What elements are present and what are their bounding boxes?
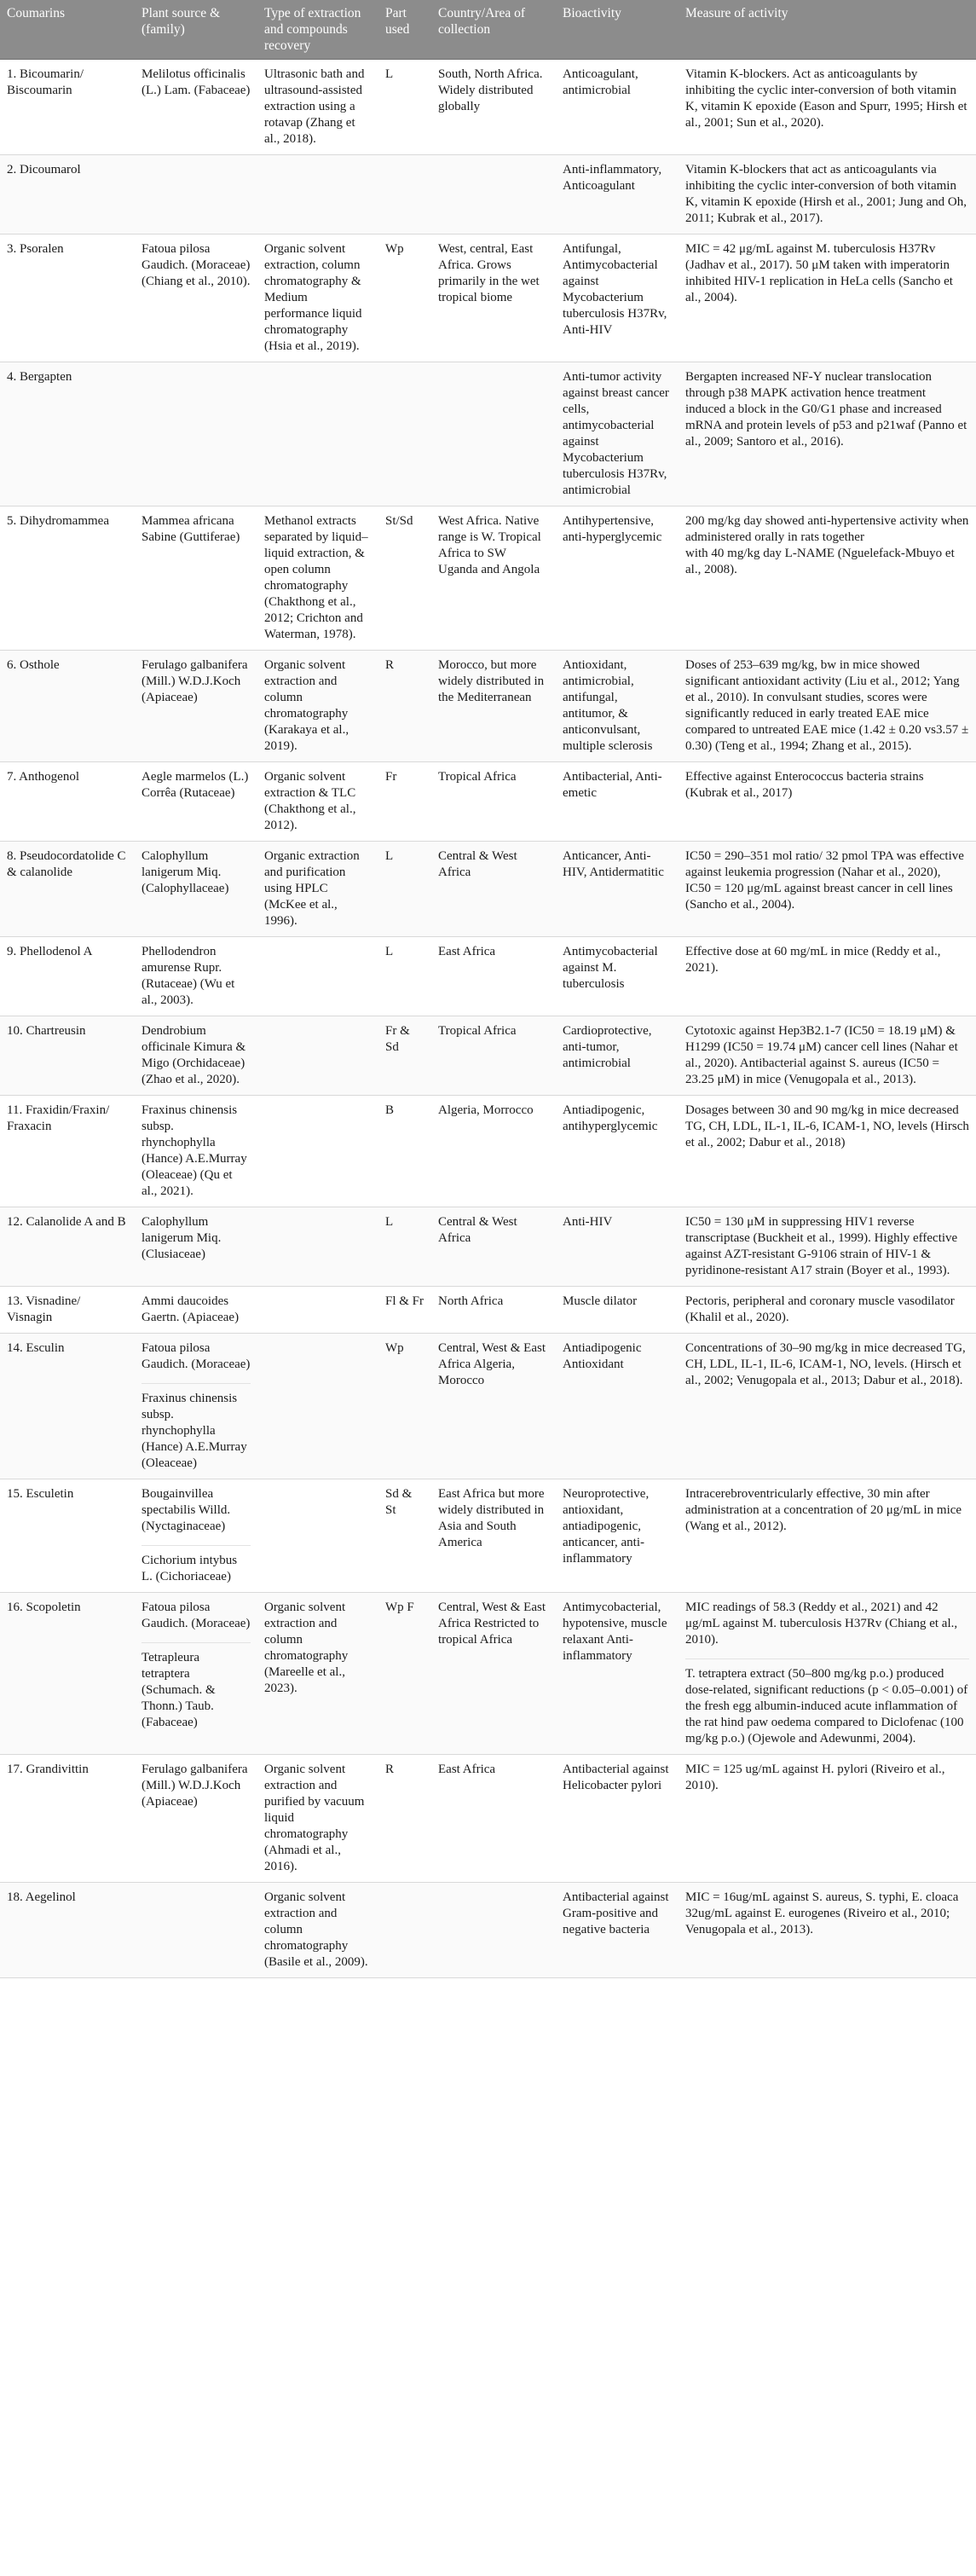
country-cell: [431, 1287, 556, 1334]
part-used-cell: [378, 1207, 431, 1287]
country-cell: [431, 1016, 556, 1096]
bioactivity-text: Anticancer, Anti-HIV, Antidermatitic: [563, 849, 664, 879]
coumarin-name-cell: [0, 651, 135, 762]
country-cell: [431, 1883, 556, 1978]
country-text: Central, West & East Africa Restricted to tropical Africa: [438, 1601, 546, 1647]
table-header: [0, 0, 976, 60]
part-used-cell: [378, 1479, 431, 1593]
extraction-cell: [257, 362, 378, 507]
extraction-cell: [257, 842, 378, 937]
country-text: Tropical Africa: [438, 770, 517, 784]
coumarin-name-cell: [0, 60, 135, 155]
extraction-cell: [257, 234, 378, 362]
header-country: Country/Area of collection: [431, 0, 556, 60]
bioactivity-text: Antioxidant, antimicrobial, antifungal, antitumor, & anticonvulsant, multiple sclerosis: [563, 658, 653, 753]
part-used-cell: [378, 234, 431, 362]
plant-source-cell: [135, 1334, 257, 1479]
plant-source-cell: [135, 155, 257, 234]
part-used-text: L: [385, 1215, 394, 1229]
part-used-text: Sd & St: [385, 1487, 413, 1517]
part-used-text: Wp: [385, 242, 404, 256]
table-row: [0, 842, 976, 937]
coumarin-name-text: 18. Aegelinol: [7, 1890, 76, 1904]
bioactivity-text: Anti-tumor activity against breast cancer cells, antimycobacterial against Mycobacterium tuberculosis H37Rv, antimicrobial: [563, 370, 669, 497]
bioactivity-text: Muscle dilator: [563, 1294, 638, 1308]
plant-source-cell: [135, 937, 257, 1016]
measure-entry: MIC readings of 58.3 (Reddy et al., 2021) and 42 μg/mL against M. tuberculosis H37Rv (Chiang et al., 2010).: [685, 1601, 958, 1647]
bioactivity-cell: [556, 651, 679, 762]
country-text: Morocco, but more widely distributed in the Mediterranean: [438, 658, 545, 704]
country-cell: [431, 842, 556, 937]
coumarin-name-cell: [0, 937, 135, 1016]
part-used-text: R: [385, 1763, 395, 1776]
part-used-cell: [378, 155, 431, 234]
header-extraction-type: Type of extraction and compounds recovery: [257, 0, 378, 60]
table-row: [0, 1755, 976, 1883]
measure-entry: 200 mg/kg day showed anti-hypertensive activity when administered orally in rats together with 40 mg/kg day L-NAME (Nguelefack-Mbuyo et al., 2008).: [685, 514, 969, 576]
extraction-cell: [257, 762, 378, 842]
part-used-text: L: [385, 67, 394, 81]
part-used-text: Fl & Fr: [385, 1294, 424, 1308]
extraction-cell: [257, 1593, 378, 1755]
coumarin-name-text: 2. Dicoumarol: [7, 163, 81, 177]
table-row: [0, 1883, 976, 1978]
part-used-cell: [378, 362, 431, 507]
plant-source-entry: Melilotus officinalis (L.) Lam. (Fabaceae): [141, 67, 251, 97]
coumarin-name-text: 9. Phellodenol A: [7, 945, 93, 958]
coumarin-name-cell: [0, 1755, 135, 1883]
plant-source-entry: Dendrobium officinale Kimura & Migo (Orchidaceae) (Zhao et al., 2020).: [141, 1024, 246, 1086]
plant-source-cell: [135, 362, 257, 507]
plant-source-entry: Fraxinus chinensis subsp. rhynchophylla (Hance) A.E.Murray (Oleaceae) (Qu et al., 2021).: [141, 1103, 247, 1198]
plant-source-entry: Ferulago galbanifera (Mill.) W.D.J.Koch (Apiaceae): [141, 658, 248, 704]
bioactivity-cell: [556, 1755, 679, 1883]
coumarin-name-cell: [0, 1287, 135, 1334]
table-row: [0, 651, 976, 762]
plant-source-entry: Mammea africana Sabine (Guttiferae): [141, 514, 240, 544]
country-cell: [431, 1755, 556, 1883]
country-cell: [431, 155, 556, 234]
plant-source-cell: [135, 1479, 257, 1593]
bioactivity-cell: [556, 362, 679, 507]
country-cell: [431, 507, 556, 651]
table-row: [0, 1334, 976, 1479]
country-text: North Africa: [438, 1294, 504, 1308]
plant-source-entry: Fatoua pilosa Gaudich. (Moraceae): [141, 1341, 251, 1371]
coumarin-name-text: 4. Bergapten: [7, 370, 72, 384]
part-used-cell: [378, 1096, 431, 1207]
bioactivity-cell: [556, 234, 679, 362]
table-row: [0, 1207, 976, 1287]
coumarin-name-text: 10. Chartreusin: [7, 1024, 86, 1038]
coumarin-name-cell: [0, 362, 135, 507]
plant-source-entry: Ammi daucoides Gaertn. (Apiaceae): [141, 1294, 240, 1324]
measure-entry: Vitamin K-blockers that act as anticoagulants via inhibiting the cyclic inter-conversion of both vitamin K, vitamin K epoxide (Hirsh et al., 2001; Jung and Oh, 2011; Kubrak et al., 2017).: [685, 163, 967, 225]
measure-cell: [679, 1016, 976, 1096]
extraction-text: Ultrasonic bath and ultrasound-assisted extraction using a rotavap (Zhang et al., 2018).: [264, 67, 365, 146]
country-text: Tropical Africa: [438, 1024, 517, 1038]
header-part-used: Part used: [378, 0, 431, 60]
measure-entry: Vitamin K-blockers. Act as anticoagulants by inhibiting the cyclic inter-conversion of both vitamin K, vitamin K epoxide (Eason and Spurr, 1995; Hirsh et al., 2001; Sun et al., 2020).: [685, 67, 967, 130]
bioactivity-text: Antiadipogenic Antioxidant: [563, 1341, 642, 1371]
measure-cell: [679, 1755, 976, 1883]
coumarin-name-cell: [0, 1016, 135, 1096]
measure-entry: MIC = 42 μg/mL against M. tuberculosis H37Rv (Jadhav et al., 2017). 50 μM taken with imperatorin inhibited HIV-1 replication in HeLa cells (Sancho et al., 2004).: [685, 242, 953, 304]
bioactivity-text: Neuroprotective, antioxidant, antiadipogenic, anticancer, anti-inflammatory: [563, 1487, 650, 1566]
plant-source-cell: [135, 60, 257, 155]
country-cell: [431, 651, 556, 762]
bioactivity-cell: [556, 762, 679, 842]
table-row: [0, 234, 976, 362]
coumarin-name-cell: [0, 1334, 135, 1479]
bioactivity-cell: [556, 1287, 679, 1334]
plant-source-cell: [135, 1883, 257, 1978]
bioactivity-text: Antimycobacterial against M. tuberculosis: [563, 945, 658, 991]
measure-entry: Intracerebroventricularly effective, 30 min after administration at a concentration of 20 μg/mL in mice (Wang et al., 2012).: [685, 1487, 962, 1533]
country-text: Central & West Africa: [438, 849, 517, 879]
plant-source-cell: [135, 842, 257, 937]
extraction-text: Organic solvent extraction and column chromatography (Mareelle et al., 2023).: [264, 1601, 349, 1695]
table-row: [0, 1593, 976, 1755]
country-cell: [431, 1207, 556, 1287]
coumarin-name-text: 17. Grandivittin: [7, 1763, 89, 1776]
extraction-cell: [257, 507, 378, 651]
country-cell: [431, 60, 556, 155]
country-text: Central, West & East Africa Algeria, Morocco: [438, 1341, 546, 1387]
part-used-cell: [378, 1593, 431, 1755]
extraction-cell: [257, 60, 378, 155]
bioactivity-cell: [556, 507, 679, 651]
plant-source-cell: [135, 1287, 257, 1334]
country-text: South, North Africa. Widely distributed globally: [438, 67, 543, 113]
coumarin-name-cell: [0, 842, 135, 937]
extraction-cell: [257, 1755, 378, 1883]
measure-entry: Doses of 253–639 mg/kg, bw in mice showed significant antioxidant activity (Liu et al., 2012; Yang et al., 2010). In convulsant studies, scores were significantly reduced in early treated EAE mice compared to untreated EAE mice (1.42 ± 0.20 vs3.57 ± 0.30) (Teng et al., 1994; Zhang et al., 2015).: [685, 658, 969, 753]
measure-entry: IC50 = 290–351 mol ratio/ 32 pmol TPA was effective against leukemia progression (Nahar et al., 2020), IC50 = 120 μg/mL against breast cancer in cell lines (Sancho et al., 2004).: [685, 849, 964, 912]
bioactivity-cell: [556, 1096, 679, 1207]
coumarin-name-cell: [0, 762, 135, 842]
measure-cell: [679, 234, 976, 362]
plant-source-cell: [135, 1207, 257, 1287]
measure-entry: Pectoris, peripheral and coronary muscle vasodilator (Khalil et al., 2020).: [685, 1294, 955, 1324]
extraction-cell: [257, 1883, 378, 1978]
measure-cell: [679, 1334, 976, 1479]
coumarin-name-cell: [0, 1207, 135, 1287]
country-cell: [431, 362, 556, 507]
header-measure-of-activity: Measure of activity: [679, 0, 976, 60]
part-used-text: Wp F: [385, 1601, 414, 1614]
part-used-cell: [378, 1883, 431, 1978]
coumarin-name-text: 3. Psoralen: [7, 242, 64, 256]
part-used-text: L: [385, 849, 394, 863]
extraction-text: Organic solvent extraction, column chromatography & Medium performance liquid chromatography (Hsia et al., 2019).: [264, 242, 362, 353]
coumarin-name-text: 7. Anthogenol: [7, 770, 79, 784]
bioactivity-text: Antibacterial, Anti-emetic: [563, 770, 662, 800]
coumarin-name-text: 12. Calanolide A and B: [7, 1215, 126, 1229]
plant-source-cell: [135, 1593, 257, 1755]
extraction-text: Methanol extracts separated by liquid–liquid extraction, & open column chromatography (Chakthong et al., 2012; Crichton and Waterman, 1978).: [264, 514, 368, 641]
measure-cell: [679, 507, 976, 651]
measure-entry: Cytotoxic against Hep3B2.1-7 (IC50 = 18.19 μM) & H1299 (IC50 = 19.74 μM) cancer cell lines (Nahar et al., 2020). Antibacterial against S. aureus (IC50 = 23.25 μM) in mice (Venugopala et al., 2013).: [685, 1024, 958, 1086]
measure-entry: MIC = 16ug/mL against S. aureus, S. typhi, E. cloaca 32ug/mL against E. eurogenes (Riveiro et al., 2010; Venugopala et al., 2013).: [685, 1890, 959, 1936]
coumarin-name-text: 5. Dihydromammea: [7, 514, 109, 528]
extraction-cell: [257, 1287, 378, 1334]
part-used-cell: [378, 1755, 431, 1883]
bioactivity-cell: [556, 1883, 679, 1978]
measure-entry: Concentrations of 30–90 mg/kg in mice decreased TG, CH, LDL, IL-1, IL-6, ICAM-1, NO, levels. (Hirsch et al., 2002; Venugopala et al., 2013; Dabur et al., 2018).: [685, 1341, 966, 1387]
measure-entry: Effective against Enterococcus bacteria strains (Kubrak et al., 2017): [685, 770, 924, 800]
country-text: East Africa: [438, 1763, 496, 1776]
extraction-cell: [257, 1096, 378, 1207]
part-used-text: Fr & Sd: [385, 1024, 410, 1054]
plant-source-cell: [135, 507, 257, 651]
bioactivity-text: Antihypertensive, anti-hyperglycemic: [563, 514, 662, 544]
table-row: [0, 507, 976, 651]
part-used-text: R: [385, 658, 395, 672]
table-row: [0, 1096, 976, 1207]
measure-cell: [679, 1883, 976, 1978]
extraction-cell: [257, 651, 378, 762]
part-used-cell: [378, 60, 431, 155]
plant-source-cell: [135, 234, 257, 362]
part-used-cell: [378, 1334, 431, 1479]
measure-cell: [679, 362, 976, 507]
coumarin-name-text: 14. Esculin: [7, 1341, 65, 1355]
bioactivity-text: Antifungal, Antimycobacterial against Mycobacterium tuberculosis H37Rv, Anti-HIV: [563, 242, 667, 337]
country-cell: [431, 1593, 556, 1755]
bioactivity-text: Anti-inflammatory, Anticoagulant: [563, 163, 662, 193]
bioactivity-cell: [556, 155, 679, 234]
plant-source-entry: Phellodendron amurense Rupr. (Rutaceae) (Wu et al., 2003).: [141, 945, 235, 1007]
table-row: [0, 762, 976, 842]
measure-cell: [679, 1096, 976, 1207]
coumarin-name-text: 6. Osthole: [7, 658, 60, 672]
plant-source-entry: Tetrapleura tetraptera (Schumach. & Thonn.) Taub. (Fabaceae): [141, 1642, 251, 1731]
part-used-text: St/Sd: [385, 514, 413, 528]
measure-cell: [679, 842, 976, 937]
header-plant-source: Plant source & (family): [135, 0, 257, 60]
measure-entry: T. tetraptera extract (50–800 mg/kg p.o.) produced dose-related, significant reductions (p < 0.05–0.001) of the fresh egg albumin-induced acute inflammation of the rat hind paw oedema compared to Diclofenac (100 mg/kg p.o.) (Ojewole and Adewunmi, 2004).: [685, 1658, 969, 1747]
bioactivity-text: Antiadipogenic, antihyperglycemic: [563, 1103, 658, 1133]
plant-source-entry: Ferulago galbanifera (Mill.) W.D.J.Koch (Apiaceae): [141, 1763, 248, 1809]
plant-source-entry: Fatoua pilosa Gaudich. (Moraceae): [141, 1601, 251, 1630]
bioactivity-cell: [556, 937, 679, 1016]
plant-source-cell: [135, 651, 257, 762]
bioactivity-cell: [556, 1593, 679, 1755]
measure-entry: IC50 = 130 μM in suppressing HIV1 reverse transcriptase (Buckheit et al., 1999). Highly effective against AZT-resistant G-9106 strain of HIV-1 & pyridinone-resistant A17 strain (Boyer et al., 1993).: [685, 1215, 958, 1277]
measure-entry: MIC = 125 ug/mL against H. pylori (Riveiro et al., 2010).: [685, 1763, 945, 1792]
plant-source-cell: [135, 1755, 257, 1883]
plant-source-entry: Bougainvillea spectabilis Willd. (Nyctaginaceae): [141, 1487, 231, 1533]
extraction-cell: [257, 1479, 378, 1593]
extraction-cell: [257, 1207, 378, 1287]
bioactivity-cell: [556, 1207, 679, 1287]
coumarin-name-text: 1. Bicoumarin/ Biscoumarin: [7, 67, 84, 97]
country-cell: [431, 1334, 556, 1479]
measure-cell: [679, 155, 976, 234]
plant-source-entry: Fraxinus chinensis subsp. rhynchophylla (Hance) A.E.Murray (Oleaceae): [141, 1383, 251, 1472]
header-bioactivity: Bioactivity: [556, 0, 679, 60]
part-used-text: B: [385, 1103, 395, 1117]
country-text: West Africa. Native range is W. Tropical Africa to SW Uganda and Angola: [438, 514, 541, 576]
part-used-cell: [378, 762, 431, 842]
table-row: [0, 362, 976, 507]
coumarin-name-cell: [0, 507, 135, 651]
plant-source-entry: Cichorium intybus L. (Cichoriaceae): [141, 1545, 251, 1585]
extraction-cell: [257, 155, 378, 234]
plant-source-entry: Calophyllum lanigerum Miq. (Calophyllaceae): [141, 849, 229, 895]
country-cell: [431, 1479, 556, 1593]
coumarin-name-text: 15. Esculetin: [7, 1487, 74, 1501]
coumarin-name-cell: [0, 1883, 135, 1978]
coumarin-name-text: 11. Fraxidin/Fraxin/ Fraxacin: [7, 1103, 110, 1133]
coumarin-name-cell: [0, 1096, 135, 1207]
extraction-text: Organic extraction and purification using HPLC (McKee et al., 1996).: [264, 849, 360, 928]
measure-entry: Dosages between 30 and 90 mg/kg in mice decreased TG, CH, LDL, IL-1, IL-6, ICAM-1, NO, levels (Hirsch et al., 2002; Dabur et al., 2018): [685, 1103, 969, 1149]
country-cell: [431, 762, 556, 842]
country-text: East Africa: [438, 945, 496, 958]
coumarin-name-cell: [0, 234, 135, 362]
bioactivity-cell: [556, 842, 679, 937]
table-body: [0, 60, 976, 1978]
part-used-text: Fr: [385, 770, 397, 784]
part-used-text: L: [385, 945, 394, 958]
bioactivity-text: Antibacterial against Helicobacter pylori: [563, 1763, 669, 1792]
part-used-cell: [378, 1016, 431, 1096]
measure-cell: [679, 1479, 976, 1593]
bioactivity-text: Cardioprotective, anti-tumor, antimicrobial: [563, 1024, 652, 1070]
coumarin-name-text: 16. Scopoletin: [7, 1601, 81, 1614]
bioactivity-cell: [556, 1334, 679, 1479]
country-text: Central & West Africa: [438, 1215, 517, 1245]
coumarin-name-cell: [0, 1593, 135, 1755]
measure-cell: [679, 1207, 976, 1287]
bioactivity-text: Antimycobacterial, hypotensive, muscle relaxant Anti-inflammatory: [563, 1601, 667, 1663]
coumarin-name-text: 8. Pseudocordatolide C & calanolide: [7, 849, 126, 879]
measure-entry: Effective dose at 60 mg/mL in mice (Reddy et al., 2021).: [685, 945, 941, 975]
extraction-text: Organic solvent extraction & TLC (Chakthong et al., 2012).: [264, 770, 356, 832]
extraction-cell: [257, 1334, 378, 1479]
extraction-text: Organic solvent extraction and purified by vacuum liquid chromatography (Ahmadi et al., 2016).: [264, 1763, 365, 1873]
part-used-cell: [378, 1287, 431, 1334]
table-row: [0, 1479, 976, 1593]
plant-source-entry: Aegle marmelos (L.) Corrêa (Rutaceae): [141, 770, 249, 800]
table-row: [0, 60, 976, 155]
plant-source-cell: [135, 762, 257, 842]
bioactivity-cell: [556, 1016, 679, 1096]
extraction-text: Organic solvent extraction and column chromatography (Basile et al., 2009).: [264, 1890, 368, 1969]
header-coumarins: Coumarins: [0, 0, 135, 60]
measure-cell: [679, 762, 976, 842]
country-cell: [431, 1096, 556, 1207]
country-text: West, central, East Africa. Grows primarily in the wet tropical biome: [438, 242, 540, 304]
table-row: [0, 937, 976, 1016]
part-used-cell: [378, 507, 431, 651]
extraction-cell: [257, 1016, 378, 1096]
plant-source-cell: [135, 1096, 257, 1207]
bioactivity-cell: [556, 1479, 679, 1593]
measure-cell: [679, 1593, 976, 1755]
extraction-text: Organic solvent extraction and column chromatography (Karakaya et al., 2019).: [264, 658, 349, 753]
coumarin-name-text: 13. Visnadine/ Visnagin: [7, 1294, 81, 1324]
country-text: East Africa but more widely distributed in Asia and South America: [438, 1487, 545, 1549]
measure-cell: [679, 937, 976, 1016]
bioactivity-text: Antibacterial against Gram-positive and negative bacteria: [563, 1890, 669, 1936]
measure-cell: [679, 1287, 976, 1334]
table-row: [0, 1016, 976, 1096]
measure-cell: [679, 60, 976, 155]
table-row: [0, 1287, 976, 1334]
bioactivity-text: Anti-HIV: [563, 1215, 613, 1229]
part-used-cell: [378, 937, 431, 1016]
coumarin-name-cell: [0, 1479, 135, 1593]
country-text: Algeria, Morrocco: [438, 1103, 534, 1117]
country-cell: [431, 937, 556, 1016]
header-row: [0, 0, 976, 60]
coumarin-name-cell: [0, 155, 135, 234]
part-used-text: Wp: [385, 1341, 404, 1355]
measure-cell: [679, 651, 976, 762]
plant-source-cell: [135, 1016, 257, 1096]
plant-source-entry: Calophyllum lanigerum Miq. (Clusiaceae): [141, 1215, 222, 1261]
plant-source-entry: Fatoua pilosa Gaudich. (Moraceae) (Chiang et al., 2010).: [141, 242, 251, 288]
part-used-cell: [378, 651, 431, 762]
table-row: [0, 155, 976, 234]
part-used-cell: [378, 842, 431, 937]
country-cell: [431, 234, 556, 362]
bioactivity-cell: [556, 60, 679, 155]
measure-entry: Bergapten increased NF-Y nuclear translocation through p38 MAPK activation hence treatment induced a block in the G0/G1 phase and increased mRNA and protein levels of p53 and p21waf (Panno et al., 2009; Santoro et al., 2016).: [685, 370, 967, 449]
bioactivity-text: Anticoagulant, antimicrobial: [563, 67, 638, 97]
extraction-cell: [257, 937, 378, 1016]
